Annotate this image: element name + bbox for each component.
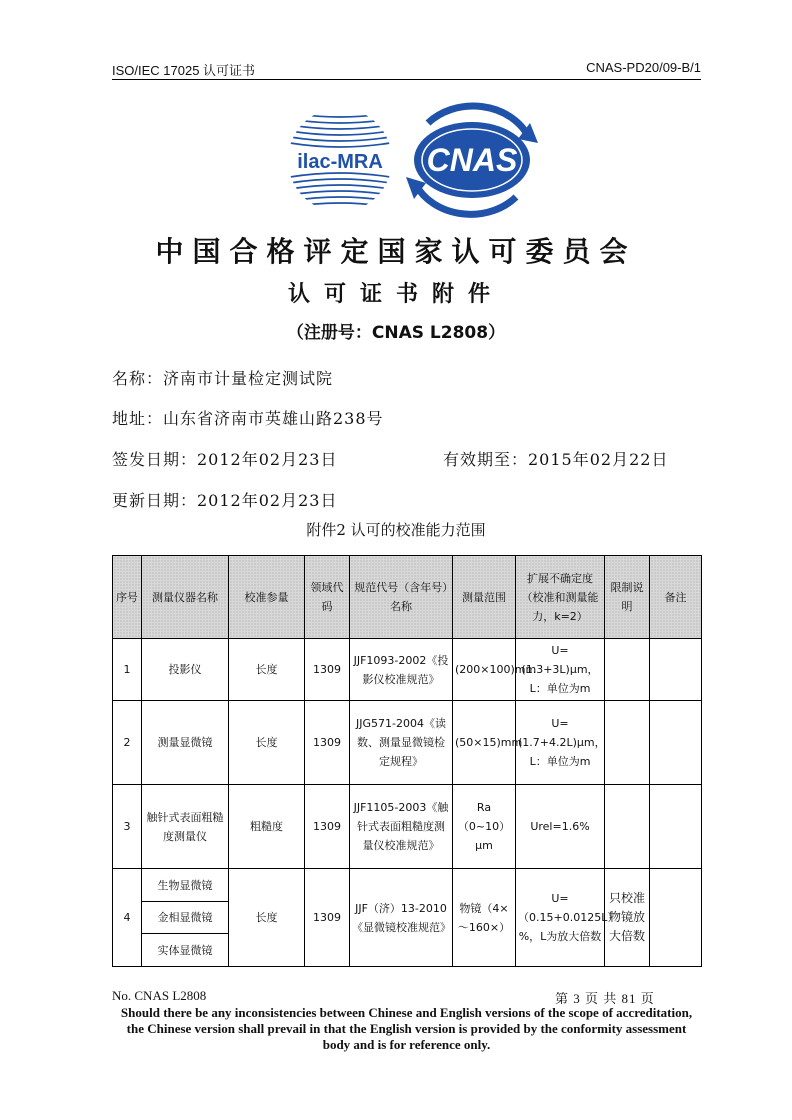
cell-no: 2 xyxy=(113,701,142,785)
org-address: 地址：山东省济南市英雄山路238号 xyxy=(112,409,384,428)
cell-range: (50×15)mm xyxy=(453,701,516,785)
cell-name: 生物显微镜 xyxy=(142,869,229,902)
cell-no: 1 xyxy=(113,639,142,701)
update-date: 更新日期：2012年02月23日 xyxy=(112,491,338,510)
cell-range: 物镜（4×～160×） xyxy=(453,869,516,967)
cell-uncertainty: U=(1.7+4.2L)μm，L：单位为m xyxy=(516,701,605,785)
cell-code: 1309 xyxy=(305,639,350,701)
col-header-range: 测量范围 xyxy=(453,556,516,639)
cell-range: (200×100)mm xyxy=(453,639,516,701)
ilac-logo-text: ilac-MRA xyxy=(297,151,383,173)
col-header-spec: 规范代号（含年号）名称 xyxy=(350,556,453,639)
col-header-name: 测量仪器名称 xyxy=(142,556,229,639)
ilac-mra-logo xyxy=(285,103,395,218)
cnas-logo xyxy=(398,101,548,219)
cell-param: 长度 xyxy=(229,701,305,785)
cell-name: 实体显微镜 xyxy=(142,934,229,967)
cell-no: 4 xyxy=(113,869,142,967)
issue-date: 签发日期：2012年02月23日 xyxy=(112,450,338,469)
table-caption: 附件2 认可的校准能力范围 xyxy=(306,521,486,539)
cell-name: 投影仪 xyxy=(142,639,229,701)
registration-number: （注册号：CNAS L2808） xyxy=(286,323,506,343)
cell-param: 长度 xyxy=(229,869,305,967)
header-right: CNAS-PD20/09-B/1 xyxy=(586,60,701,75)
cell-remark xyxy=(650,785,702,869)
header-rule xyxy=(112,79,701,80)
cell-spec: JJF1105-2003《触针式表面粗糙度测量仪校准规范》 xyxy=(350,785,453,869)
cell-name: 金相显微镜 xyxy=(142,902,229,934)
cell-spec: JJG571-2004《读数、测量显微镜检定规程》 xyxy=(350,701,453,785)
cell-code: 1309 xyxy=(305,701,350,785)
cell-uncertainty: U=（0.15+0.0125L）%，L为放大倍数 xyxy=(516,869,605,967)
cell-spec: JJF（济）13-2010《显微镜校准规范》 xyxy=(350,869,453,967)
cell-remark xyxy=(650,869,702,967)
col-header-uncertainty: 扩展不确定度（校准和测量能力，k=2） xyxy=(516,556,605,639)
scope-table xyxy=(112,555,702,967)
table-row xyxy=(113,785,702,869)
cell-limit: 只校准物镜放大倍数 xyxy=(605,869,650,967)
table-row xyxy=(113,639,702,701)
cell-limit xyxy=(605,701,650,785)
col-header-code: 领域代码 xyxy=(305,556,350,639)
table-header-row xyxy=(113,556,702,639)
cell-limit xyxy=(605,639,650,701)
org-name: 名称：济南市计量检定测试院 xyxy=(112,369,334,388)
col-header-remark: 备注 xyxy=(650,556,702,639)
cell-param: 粗糙度 xyxy=(229,785,305,869)
col-header-no: 序号 xyxy=(113,556,142,639)
footer-number: No. CNAS L2808 xyxy=(112,988,207,1003)
cell-uncertainty: U=(1.3+3L)μm，L：单位为m xyxy=(516,639,605,701)
header-left: ISO/IEC 17025 认可证书 xyxy=(112,63,256,78)
valid-until: 有效期至：2015年02月22日 xyxy=(443,450,669,469)
cell-code: 1309 xyxy=(305,869,350,967)
col-header-limit: 限制说明 xyxy=(605,556,650,639)
cell-remark xyxy=(650,701,702,785)
cell-code: 1309 xyxy=(305,785,350,869)
doc-title: 认可证书附件 xyxy=(287,282,504,307)
cell-spec: JJF1093-2002《投影仪校准规范》 xyxy=(350,639,453,701)
cell-range: Ra（0~10）μm xyxy=(453,785,516,869)
footer-note: Should there be any inconsistencies between Chinese and English versions of the scope of accreditation, the Chinese version shall prevail in that the English version is provided by the conformity assessment body and is for reference only. xyxy=(120,1005,693,1052)
col-header-param: 校准参量 xyxy=(229,556,305,639)
cell-name: 触针式表面粗糙度测量仪 xyxy=(142,785,229,869)
table-row xyxy=(113,869,702,902)
cell-no: 3 xyxy=(113,785,142,869)
cnas-logo-text: CNAS xyxy=(426,142,518,178)
cell-param: 长度 xyxy=(229,639,305,701)
table-row xyxy=(113,701,702,785)
org-title: 中国合格评定国家认可委员会 xyxy=(155,235,637,268)
cell-limit xyxy=(605,785,650,869)
cell-remark xyxy=(650,639,702,701)
cell-name: 测量显微镜 xyxy=(142,701,229,785)
page-number: 第 3 页 共 81 页 xyxy=(555,991,655,1006)
cell-uncertainty: Urel=1.6% xyxy=(516,785,605,869)
